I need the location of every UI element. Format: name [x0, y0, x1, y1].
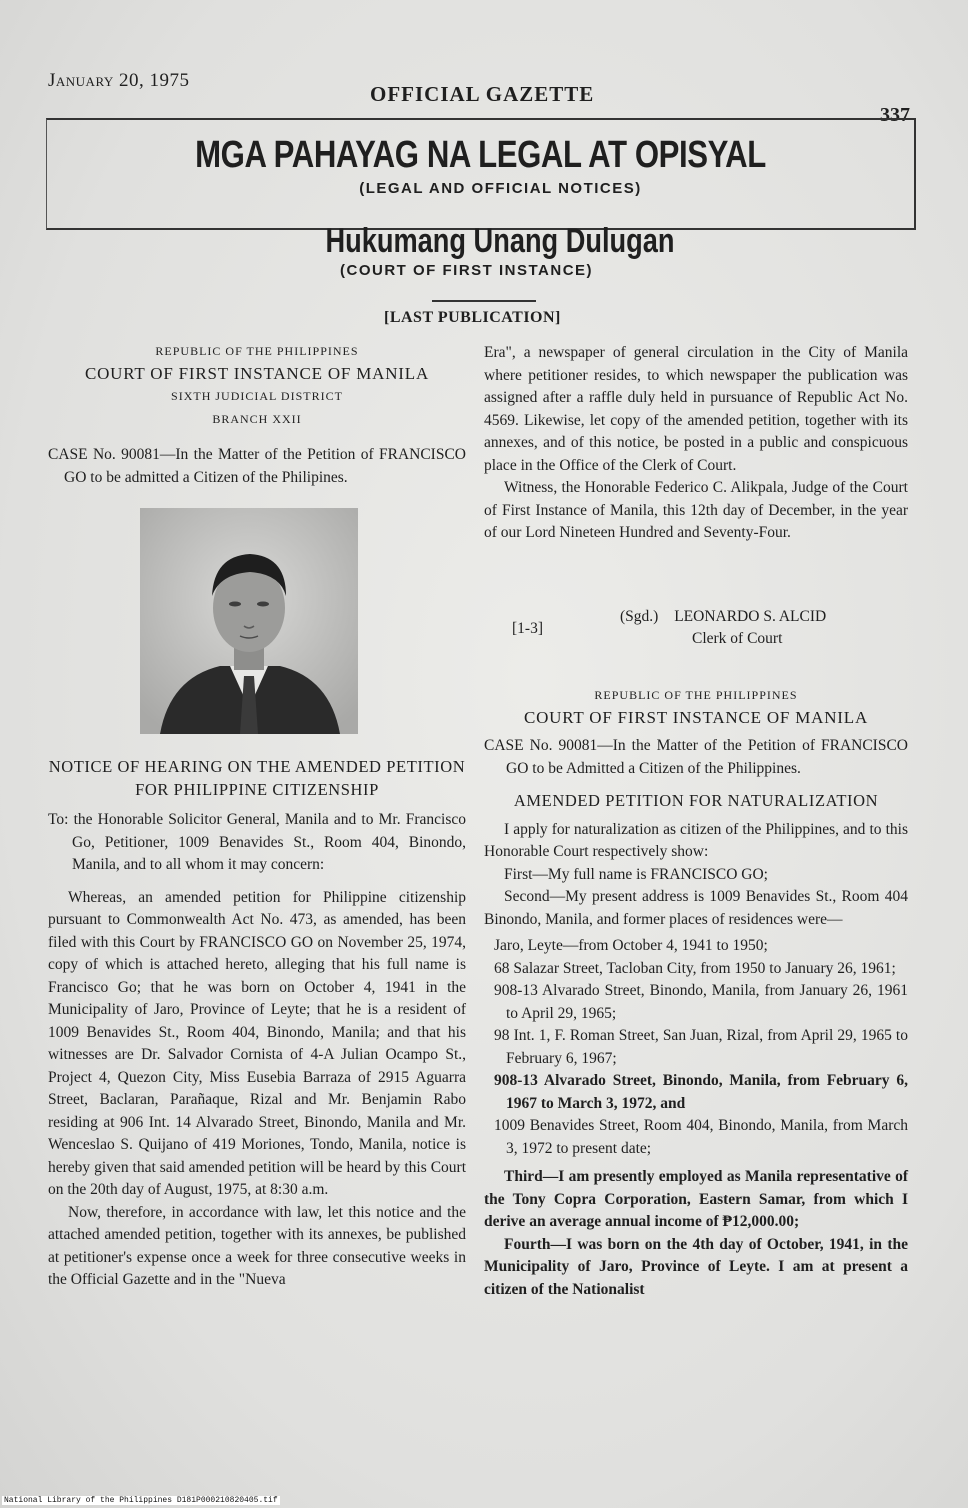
- petition-fourth: Fourth—I was born on the 4th day of October, 1941, in the Municipality of Jaro, Province of Leyte. I am at present a citizen of the Nationalist: [484, 1235, 908, 1298]
- notice-addressees: To: the Honorable Solicitor General, Manila and to Mr. Francisco Go, Petitioner, 1009 Benavides St., Room 404, Binondo, Manila, and to all whom it may concern:: [48, 811, 466, 873]
- signature-block: [620, 608, 826, 626]
- district-line: SIXTH JUDICIAL DISTRICT: [171, 389, 343, 403]
- scan-footer: National Library of the Philippines D181P000210820405.tif: [4, 1496, 278, 1505]
- residence-item: 68 Salazar Street, Tacloban City, from 1950 to January 26, 1961;: [494, 959, 896, 977]
- publication-ref: [1-3]: [512, 620, 543, 637]
- now-therefore-paragraph: Now, therefore, in accordance with law, let this notice and the attached amended petition, together with its annexes, be published at petitioner's expense once a week for three consecutive weeks in the Official Gazette and in the "Nueva: [48, 1203, 466, 1288]
- case-caption: CASE No. 90081—In the Matter of the Petition of FRANCISCO GO to be admitted a Citizen of the Philipines.: [48, 446, 466, 486]
- witness-paragraph: Witness, the Honorable Federico C. Alikpala, Judge of the Court of First Instance of Manila, this 12th day of December, in the year of our Lord Nineteen Hundred and Seventy-Four.: [484, 479, 908, 541]
- residence-item: Jaro, Leyte—from October 4, 1941 to 1950;: [494, 937, 768, 954]
- section-subtitle: (LEGAL AND OFFICIAL NOTICES): [359, 180, 642, 197]
- residence-item: 98 Int. 1, F. Roman Street, San Juan, Rizal, from April 29, 1965 to February 6, 1967;: [494, 1027, 908, 1067]
- case-caption-2: CASE No. 90081—In the Matter of the Petition of FRANCISCO GO to be Admitted a Citizen of the Philippines.: [484, 737, 908, 777]
- page-number: 337: [880, 104, 910, 126]
- republic-line: REPUBLIC OF THE PHILIPPINES: [155, 344, 359, 358]
- branch-line: BRANCH XXII: [212, 411, 302, 426]
- petition-third: Third—I am presently employed as Manila representative of the Tony Copra Corporation, Eastern Samar, from which I derive an average annual income of ₱12,000.00;: [484, 1168, 908, 1230]
- residence-item: 1009 Benavides Street, Room 404, Binondo, Manila, from March 3, 1972 to present date;: [494, 1117, 908, 1157]
- petition-intro: I apply for naturalization as citizen of the Philippines, and to this Honorable Court respectively show:: [484, 820, 908, 860]
- residence-item: 908-13 Alvarado Street, Binondo, Manila, from February 6, 1967 to March 3, 1972, and: [494, 1072, 908, 1112]
- sgd-label: (Sgd.): [620, 608, 659, 625]
- petitioner-photo: [140, 508, 358, 734]
- court-name: COURT OF FIRST INSTANCE OF MANILA: [84, 363, 430, 383]
- petition-second: Second—My present address is 1009 Benavides St., Room 404 Binondo, Manila, and former places of residences were—: [484, 888, 908, 928]
- notice-heading: NOTICE OF HEARING ON THE AMENDED PETITION FOR PHILIPPINE CITIZENSHIP: [48, 757, 466, 799]
- court-name-2: COURT OF FIRST INSTANCE OF MANILA: [523, 707, 869, 727]
- whereas-paragraph: Whereas, an amended petition for Philippine citizenship pursuant to Commonwealth Act No. 473, as amended, has been filed with this Court by FRANCISCO GO on November 25, 1974, copy of which is attached hereto, alleging that his full name is Francisco Go; that he was born on October 4, 1941 in the Municipality of Jaro, Province of Leyte; that he is a resident of 1009 Benavides St., Room 404, Binondo, Manila; and that his witnesses are Dr. Salvador Cornista of 4-A Julian Ocampo St., Project 4, Quezon City, Miss Eusebia Barraza of 2915 Aguarra Street, Baclaran, Parañaque, Rizal and Mr. Benjamin Rabo residing at 906 Int. 14 Alvarado Street, Binondo, Manila and Mr. Wenceslao S. Quijano of 419 Moriones, Tondo, Manila, notice is hereby given that said amended petition will be heard by this Court on the 20th day of August, 1975, at 8:30 a.m.: [48, 888, 466, 1198]
- continued-paragraph: Era", a newspaper of general circulation in the City of Manila where petitioner resides, to which newspaper the publication was assigned after a raffle duly held in pursuance of Republic Act No. 4569. Likewise, let copy of the amended petition, together with its annexes, and of this notice, be posted in a public and conspicuous place in the Office of the Clerk of Court.: [484, 344, 908, 474]
- petition-first: First—My full name is FRANCISCO GO;: [504, 865, 768, 883]
- divider: [432, 300, 536, 302]
- republic-line-2: REPUBLIC OF THE PHILIPPINES: [594, 688, 798, 702]
- section-title: MGA PAHAYAG NA LEGAL AT OPISYAL: [195, 134, 766, 176]
- left-column-body: [48, 756, 466, 1292]
- issue-date: January 20, 1975: [48, 70, 190, 91]
- signer-name: LEONARDO S. ALCID: [674, 608, 827, 625]
- residence-list: [484, 935, 908, 1160]
- left-column: [48, 340, 466, 489]
- publication-tag: [LAST PUBLICATION]: [384, 309, 561, 326]
- section-banner: [46, 118, 916, 230]
- residence-item: 908-13 Alvarado Street, Binondo, Manila, from January 26, 1961 to April 29, 1965;: [494, 982, 908, 1022]
- court-title: Hukumang Unang Dulugan: [325, 222, 675, 260]
- portrait-image: [140, 508, 358, 734]
- publication-title: OFFICIAL GAZETTE: [370, 82, 595, 106]
- signer-title: Clerk of Court: [692, 630, 783, 647]
- right-column-notice2: [484, 684, 908, 1301]
- petition-heading: AMENDED PETITION FOR NATURALIZATION: [513, 791, 879, 810]
- right-column: [484, 342, 908, 545]
- court-subtitle: (COURT OF FIRST INSTANCE): [340, 262, 594, 279]
